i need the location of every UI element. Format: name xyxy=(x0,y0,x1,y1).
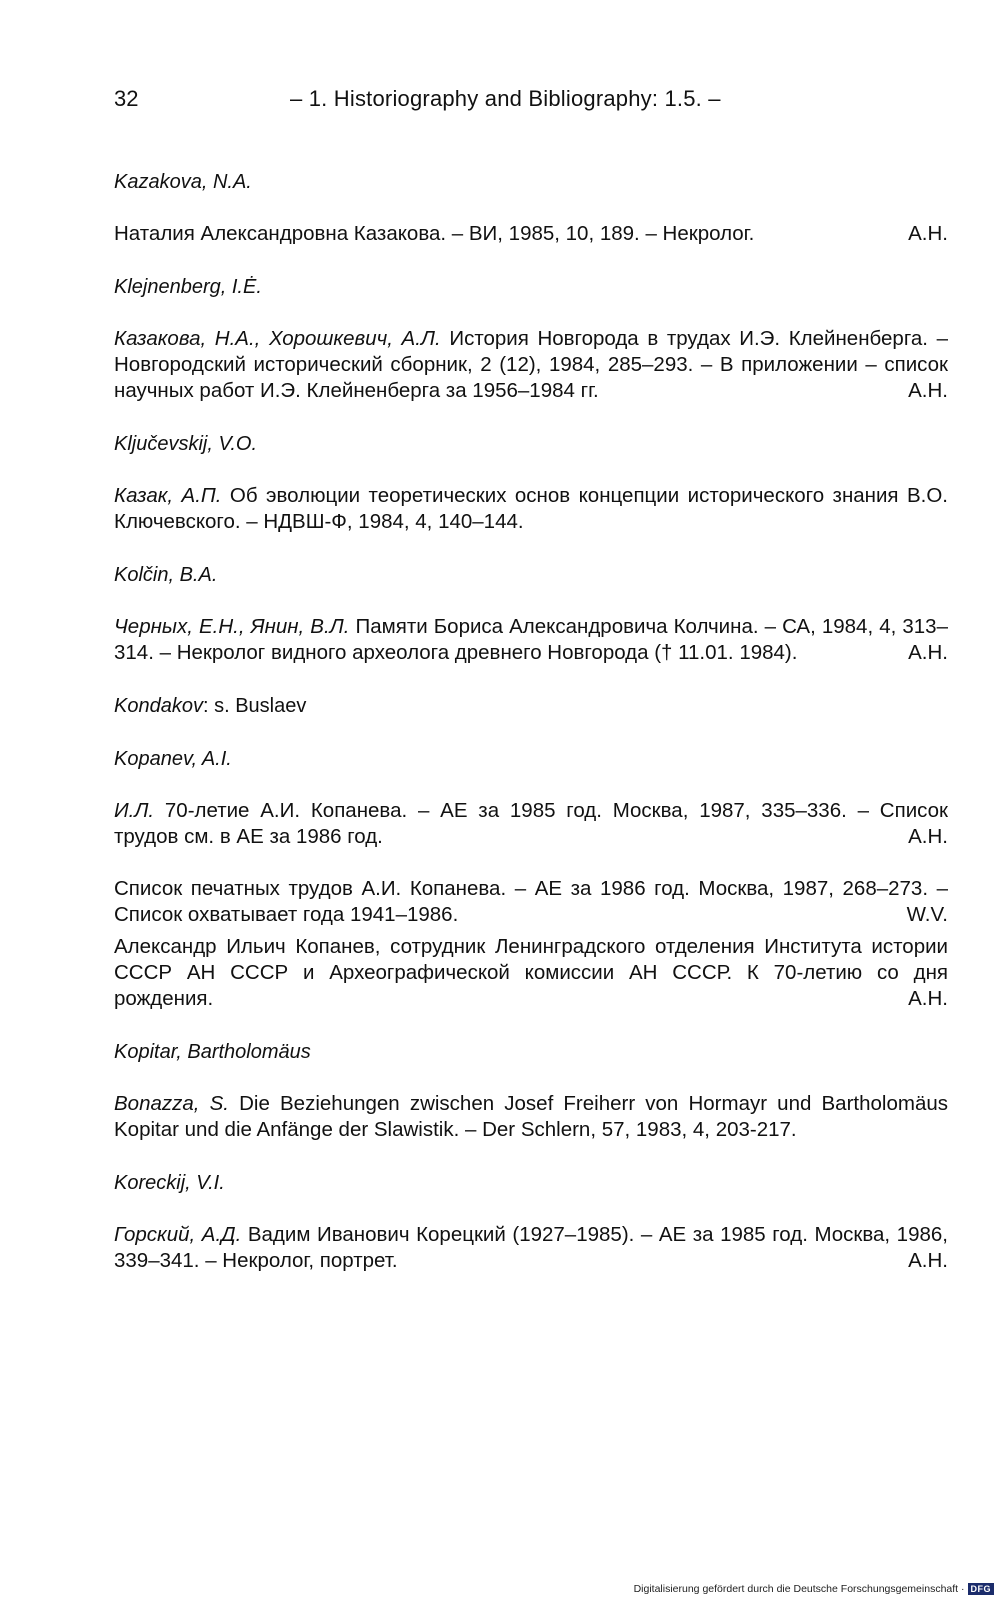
heading-name: Kolčin, B.A. xyxy=(114,564,218,586)
running-head: – 1. Historiography and Bibliography: 1.5. – xyxy=(290,86,721,111)
entry-reviewer-initials: А.Н. xyxy=(908,825,948,848)
section-heading xyxy=(114,273,948,301)
entry-author: Горский, А.Д. xyxy=(114,1223,242,1246)
section-heading xyxy=(114,692,948,720)
entry-text: 70-летие А.И. Копанева. – АЕ за 1985 год. Москва, 1987, 335–336. – Список трудов см. в АЕ за 1986 год. xyxy=(114,799,948,848)
entry-reviewer-initials: W.V. xyxy=(906,903,948,926)
entry-reviewer-initials: А.Н. xyxy=(908,641,948,664)
bibliography-entry xyxy=(114,326,948,404)
page-number: 32 xyxy=(114,86,139,111)
entry-text: Die Beziehungen zwischen Josef Freiherr von Hormayr und Bartholomäus Kopitar und die Anfänge der Slawistik. – Der Schlern, 57, 1983, 4, 203-217. xyxy=(114,1092,948,1141)
entry-text: Наталия Александровна Казакова. – ВИ, 1985, 10, 189. – Некролог. xyxy=(114,222,755,245)
entry-author: Черных, Е.Н., Янин, В.Л. xyxy=(114,615,350,638)
entry-text: История Новгорода в трудах И.Э. Клейненберга. – Новгородский исторический сборник, 2 (12), 1984, 285–293. – В приложении – список научных работ И.Э. Клейненберга за 1956–1984 гг. xyxy=(114,327,948,402)
bibliography-entry xyxy=(114,934,948,1012)
entry-text: Александр Ильич Копанев, сотрудник Ленинградского отделения Института истории СССР АН СССР и Археографической комиссии АН СССР. К 70-летию со дня рождения. xyxy=(114,935,948,1010)
entry-author: Казакова, Н.А., Хорошкевич, А.Л. xyxy=(114,327,441,350)
bibliography-entries xyxy=(114,168,948,1300)
page-header xyxy=(114,86,874,120)
entry-reviewer-initials: А.Н. xyxy=(908,222,948,245)
section-heading xyxy=(114,430,948,458)
bibliography-entry xyxy=(114,221,948,247)
bibliography-entry xyxy=(114,798,948,850)
bibliography-entry xyxy=(114,614,948,666)
entry-text: Список печатных трудов А.И. Копанева. – АЕ за 1986 год. Москва, 1987, 268–273. – Список охватывает года 1941–1986. xyxy=(114,877,948,926)
heading-cross-reference: : s. Buslaev xyxy=(202,695,307,717)
dfg-logo: DFG xyxy=(968,1583,995,1595)
heading-name: Klejnenberg, I.Ė. xyxy=(114,276,262,298)
heading-name: Koreckij, V.I. xyxy=(114,1172,225,1194)
bibliography-entry xyxy=(114,1222,948,1274)
heading-name: Ključevskij, V.O. xyxy=(114,433,257,455)
section-heading xyxy=(114,1169,948,1197)
entry-text: Об эволюции теоретических основ концепции исторического знания В.О. Ключевского. – НДВШ-Ф, 1984, 4, 140–144. xyxy=(114,484,948,533)
heading-name: Kopanev, A.I. xyxy=(114,748,232,770)
entry-reviewer-initials: А.Н. xyxy=(908,1249,948,1272)
entry-text: Вадим Иванович Корецкий (1927–1985). – АЕ за 1985 год. Москва, 1986, 339–341. – Некролог, портрет. xyxy=(114,1223,948,1272)
entry-reviewer-initials: А.Н. xyxy=(908,379,948,402)
section-heading xyxy=(114,745,948,773)
footer xyxy=(634,1583,994,1595)
entry-author: Казак, А.П. xyxy=(114,484,222,507)
bibliography-entry xyxy=(114,1091,948,1143)
entry-reviewer-initials: А.Н. xyxy=(908,987,948,1010)
bibliography-entry xyxy=(114,483,948,535)
section-heading xyxy=(114,1038,948,1066)
heading-name: Kazakova, N.A. xyxy=(114,171,252,193)
heading-name: Kondakov xyxy=(114,695,203,717)
heading-name: Kopitar, Bartholomäus xyxy=(114,1041,311,1063)
entry-author: Bonazza, S. xyxy=(114,1092,229,1115)
section-heading xyxy=(114,561,948,589)
footer-text: Digitalisierung gefördert durch die Deutsche Forschungsgemeinschaft · xyxy=(633,1583,965,1595)
entry-text: Памяти Бориса Александровича Колчина. – СА, 1984, 4, 313–314. – Некролог видного археолога древнего Новгорода († 11.01. 1984). xyxy=(114,615,948,664)
entry-author: И.Л. xyxy=(114,799,155,822)
section-heading xyxy=(114,168,948,196)
bibliography-entry xyxy=(114,876,948,928)
